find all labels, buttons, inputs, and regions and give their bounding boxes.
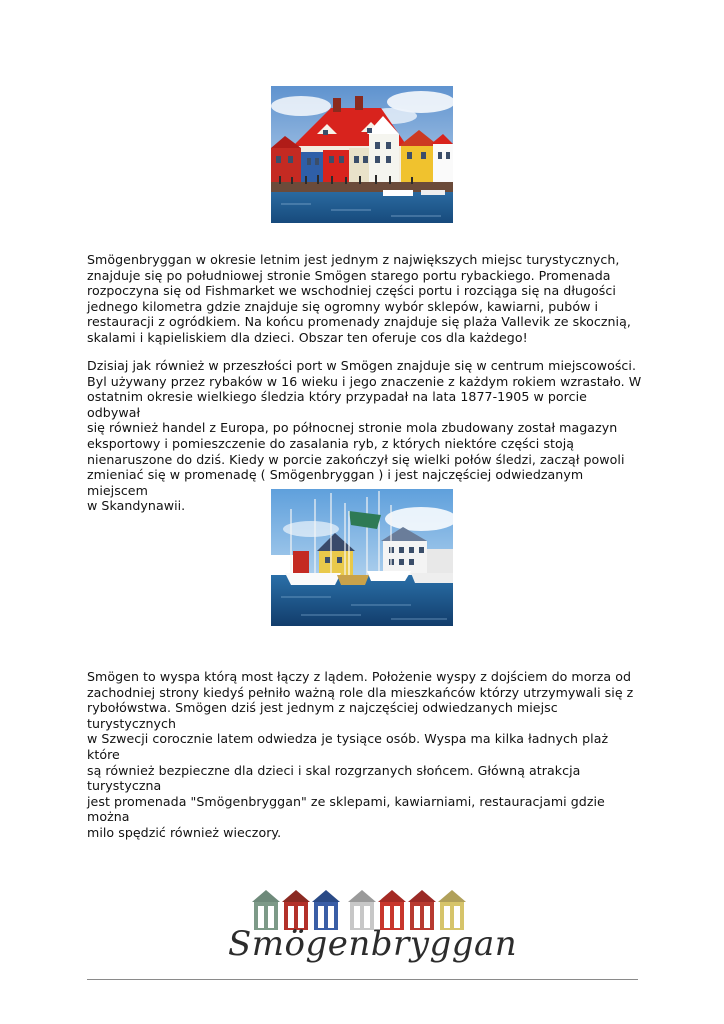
- footer-divider: [87, 979, 638, 980]
- paragraph: Smögenbryggan w okresie letnim jest jednym z największych miejsc turystycznych, znajduje się po południowej stronie Smögen starego portu rybackiego. Promenada rozpoczyna się od Fishmarket we wschodniej części portu i rozciąga się na długości jednego kilometra gdzie znajduje się ogromny wybór sklepów, kawiarni, pubów i restauracji z ogródkiem. Na końcu promenady znajduje się plaża Vallevik ze skocznią, skalami i kąpieliskiem dla dzieci. Obszar ten oferuje cos dla każdego!: [87, 252, 631, 345]
- smogenbryggan-logo: [228, 882, 518, 968]
- marina-sailboats-photo: [271, 489, 453, 626]
- harbor-houses-photo: [271, 86, 453, 223]
- paragraph: Smögen to wyspa którą most łączy z lądem. Położenie wyspy z dojściem do morza od zachodniej strony kiedyś pełniło ważną role dla mieszkańców którzy utrzymywali się z rybołówstwa. Smögen dziś jest jednym z najczęściej odwiedzanych miejsc turystycznych w Szwecji corocznie latem odwiedza je tysiące osób. Wyspa ma kilka ładnych plaż które są również bezpieczne dla dzieci i skal rozgrzanych słońcem. Główną atrakcja turystyczna jest promenada "Smögenbryggan" ze sklepami, kawiarniami, restauracjami gdzie można milo spędzić również wieczory.: [87, 669, 634, 840]
- logo-wordmark: Smögenbryggan: [228, 924, 518, 964]
- paragraph: Dzisiaj jak również w przeszłości port w Smögen znajduje się w centrum miejscowości. Byl używany przez rybaków w 16 wieku i jego znaczenie z każdym rokiem wzrastało. W ostatnim okresie wielkiego śledzia który przypadał na lata 1877-1905 w porcie odbywał się również handel z Europa, po północnej stronie mola zbudowany został magazyn eksportowy i pomieszczenie do zasalania ryb, z których niektóre części stoją nienaruszone do dziś. Kiedy w porcie zakończył się wielki połów śledzi, zaczął powoli zmieniać się w promenadę ( Smögenbryggan ) i jest najczęściej odwiedzanym miejscem w Skandynawii.: [87, 358, 642, 514]
